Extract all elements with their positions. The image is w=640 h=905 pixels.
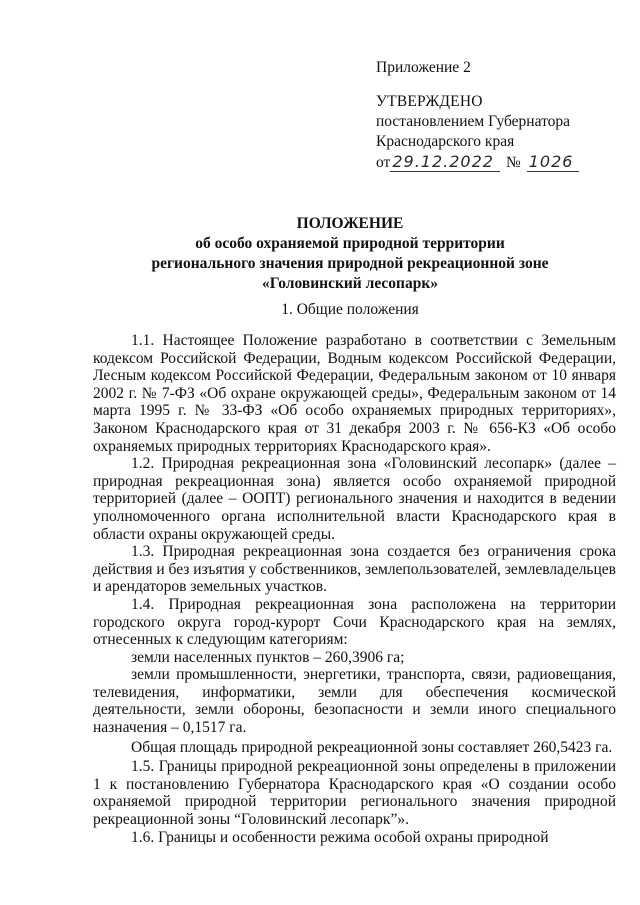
approval-stamp-block bbox=[376, 58, 579, 173]
paragraph-1-4-industrial-land: земли промышленности, энергетики, транспорта, связи, радиовещания, телевидения, информатики, земли для обеспечения космической деятельности, земли обороны, безопасности и земли иного специального назначения – 0,1517 га. bbox=[93, 666, 616, 737]
date-prefix: от bbox=[376, 154, 391, 171]
decree-line-2: Краснодарского края bbox=[376, 133, 515, 150]
title-line-4: «Головинский лесопарк» bbox=[261, 275, 438, 292]
handwritten-date: 29.12.2022 bbox=[390, 152, 500, 172]
number-sign: № bbox=[505, 154, 521, 171]
approved-label: УТВЕРЖДЕНО bbox=[376, 93, 483, 110]
title-line-3: регионального значения природной рекреационной зоне bbox=[151, 255, 549, 272]
decree-date-number-line bbox=[376, 152, 579, 173]
section-heading: 1. Общие положения bbox=[281, 301, 419, 318]
paragraph-1-1: 1.1. Настоящее Положение разработано в соответствии с Земельным кодексом Российской Федерации, Водным кодексом Российской Федерации, Лесным кодексом Российской Федерации, Федеральным законом от 10 января 2002 г. № 7-ФЗ «Об охране окружающей среды», Федеральным законом от 14 марта 1995 г. № 33-ФЗ «Об особо охраняемых природных территориях», Законом Краснодарского края от 31 декабря 2003 г. № 656-КЗ «Об особо охраняемых природных территориях Краснодарского края». bbox=[93, 332, 616, 455]
document-body bbox=[93, 332, 616, 846]
handwritten-number: 1026 bbox=[527, 152, 580, 172]
paragraph-1-4-total-area: Общая площадь природной рекреационной зоны составляет 260,5423 га. bbox=[131, 738, 613, 756]
title-line-1: ПОЛОЖЕНИЕ bbox=[296, 215, 404, 232]
paragraph-1-5: 1.5. Границы природной рекреационной зоны определены в приложении 1 к постановлению Губернатора Краснодарского края «О создании особо охраняемой природной территории регионального значения природной рекреационной зоны “Головинский лесопарк”». bbox=[93, 758, 616, 829]
document-title bbox=[70, 214, 630, 294]
paragraph-1-2: 1.2. Природная рекреационная зона «Головинский лесопарк» (далее – природная рекреационная зона) является особо охраняемой природной территорией (далее – ООПТ) регионального значения и находится в ведении уполномоченного органа исполнительной власти Краснодарского края в области охраны окружающей среды. bbox=[93, 455, 616, 543]
paragraph-1-4-settlement-land: земли населенных пунктов – 260,3906 га; bbox=[131, 648, 405, 666]
title-line-2: об особо охраняемой природной территории bbox=[195, 235, 505, 252]
paragraph-1-4: 1.4. Природная рекреационная зона расположена на территории городского округа город-курорт Сочи Краснодарского края на землях, отнесенных к следующим категориям: bbox=[93, 595, 616, 649]
paragraph-1-3: 1.3. Природная рекреационная зона создается без ограничения срока действия и без изъятия у собственников, землепользователей, землевладельцев и арендаторов земельных участков. bbox=[93, 543, 616, 596]
decree-line-1: постановлением Губернатора bbox=[376, 113, 571, 130]
paragraph-1-6: 1.6. Границы и особенности режима особой охраны природной bbox=[131, 828, 549, 846]
appendix-label: Приложение 2 bbox=[376, 59, 471, 76]
